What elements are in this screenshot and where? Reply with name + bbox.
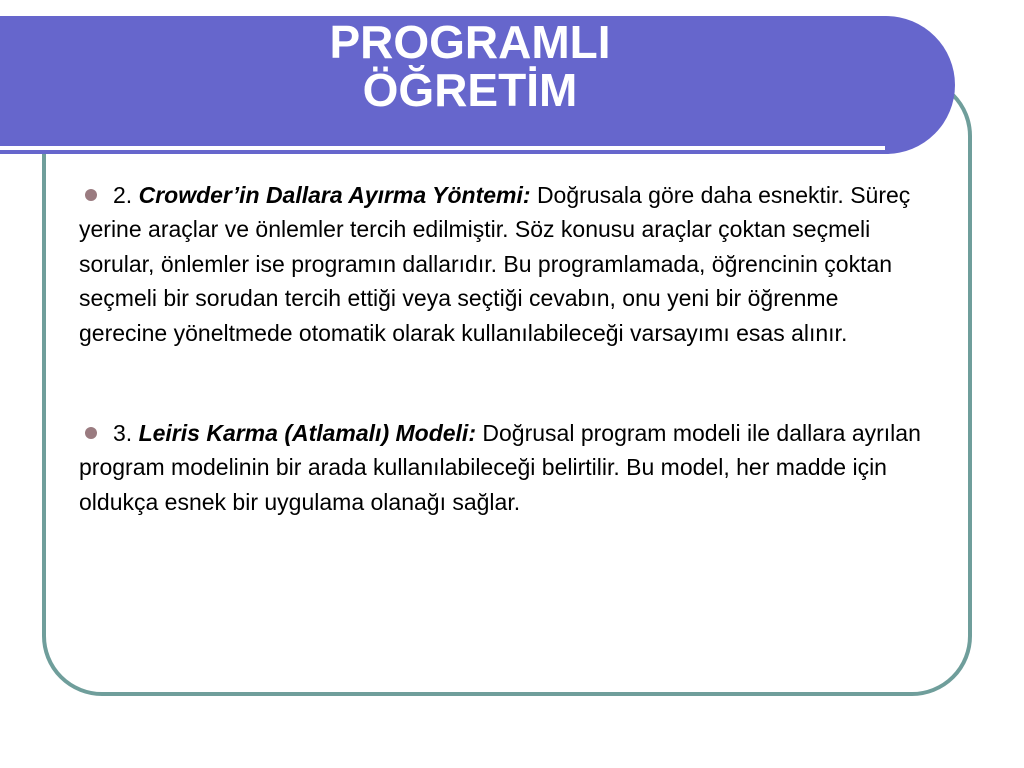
slide-title-line-2: ÖĞRETİM [362, 64, 578, 116]
bullet-number: 2. [113, 182, 133, 208]
bullet-list [79, 178, 929, 519]
bullet-number: 3. [113, 420, 133, 447]
title-underline [0, 146, 885, 150]
bullet-item-crowder [79, 178, 929, 350]
bullet-dot-icon [85, 427, 97, 439]
bullet-item-leiris [79, 416, 929, 519]
bullet-term: Leiris Karma (Atlamalı) Modeli: [138, 420, 476, 447]
slide-title-line-1: PROGRAMLI [329, 16, 611, 68]
bullet-dot-icon [85, 189, 97, 201]
bullet-text: Doğrusal program modeli ile dallara ayrılan program modelinin bir arada kullanılabileceği belirtilir. Bu model, her madde için oldukça esnek bir uygulama olanağı sağlar. [79, 420, 921, 515]
slide-title [0, 18, 940, 114]
bullet-text: Doğrusala göre daha esnektir. Süreç yerine araçlar ve önlemler tercih edilmiştir. Söz konusu araçlar çoktan seçmeli sorular, önlemler ise programın dallarıdır. Bu programlamada, öğrencinin çoktan seçmeli bir sorudan tercih ettiği veya seçtiği cevabın, onu yeni bir öğrenme gerecine yöneltmede otomatik olarak kullanılabileceği varsayımı esas alınır. [79, 182, 911, 346]
bullet-term: Crowder’in Dallara Ayırma Yöntemi: [138, 182, 531, 208]
